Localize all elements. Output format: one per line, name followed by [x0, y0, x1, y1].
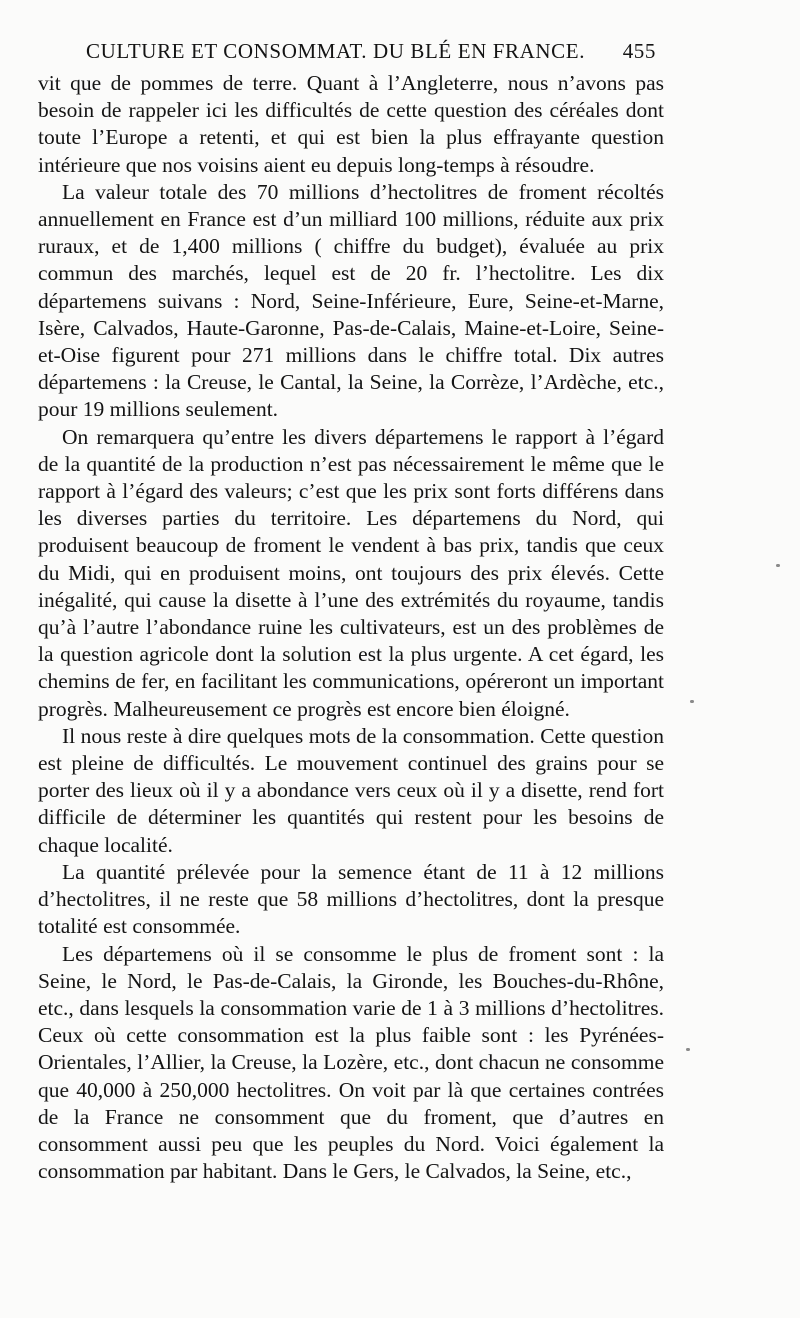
ink-speck — [690, 700, 694, 703]
running-head — [60, 36, 660, 66]
page-number: 455 — [622, 39, 656, 63]
paragraph-price-differences: On remarquera qu’entre les divers départemens le rapport à l’égard de la quantité de la production n’est pas nécessairement le même que le rapport à l’égard des valeurs; c’est que les prix sont forts différens dans les diverses parties du territoire. Les départemens du Nord, qui produisent beaucoup de froment le vendent à bas prix, tandis que ceux du Midi, qui en produisent moins, ont toujours des prix élevés. Cette inégalité, qui cause la disette à l’une des extrémités du royaume, tandis qu’à l’autre l’abondance ruine les cultivateurs, est un des problèmes de la question agricole dont la solution est la plus urgente. A cet égard, les chemins de fer, en facilitant les communications, opéreront un important progrès. Malheureusement ce progrès est encore bien éloigné. — [38, 424, 664, 721]
ink-speck — [776, 564, 780, 567]
paragraph-consumption-intro: Il nous reste à dire quelques mots de la consommation. Cette question est pleine de difficultés. Le mouvement continuel des grains pour se porter des lieux où il y a abondance vers ceux où il y a disette, rend fort difficile de déterminer les quantités qui restent pour les besoins de chaque localité. — [38, 723, 664, 857]
paragraph-wheat-value: La valeur totale des 70 millions d’hectolitres de froment récoltés annuellement en France est d’un milliard 100 millions, réduite aux prix ruraux, et de 1,400 millions ( chiffre du budget), évaluée au prix commun des marchés, lequel est de 20 fr. l’hectolitre. Les dix départemens suivans : Nord, Seine-Inférieure, Eure, Seine-et-Marne, Isère, Calvados, Haute-Garonne, Pas-de-Calais, Maine-et-Loire, Seine-et-Oise figurent pour 271 millions dans le chiffre total. Dix autres départemens : la Creuse, le Cantal, la Seine, la Corrèze, l’Ardèche, etc., pour 19 millions seulement. — [38, 179, 664, 422]
running-title: CULTURE ET CONSOMMAT. DU BLÉ EN FRANCE. — [86, 39, 586, 63]
paragraph-consumption-by-department: Les départemens où il se consomme le plus de froment sont : la Seine, le Nord, le Pas-de-Calais, la Gironde, les Bouches-du-Rhône, etc., dans lesquels la consommation varie de 1 à 3 millions d’hectolitres. Ceux où cette consommation est la plus faible sont : les Pyrénées-Orientales, l’Allier, la Creuse, la Lozère, etc., dont chacun ne consomme que 40,000 à 250,000 hectolitres. On voit par là que certaines contrées de la France ne consomment que du froment, que d’autres en consomment aussi peu que les peuples du Nord. Voici également la consommation par habitant. Dans le Gers, le Calvados, la Seine, etc., — [38, 941, 664, 1184]
ink-speck — [686, 1048, 690, 1051]
body-text — [38, 70, 664, 1185]
paragraph-seed-quantity: La quantité prélevée pour la semence étant de 11 à 12 millions d’hectolitres, il ne reste que 58 millions d’hectolitres, dont la presque totalité est consommée. — [38, 859, 664, 939]
paragraph-continuation: vit que de pommes de terre. Quant à l’Angleterre, nous n’avons pas besoin de rappeler ici les difficultés de cette question des céréales dont toute l’Europe a retenti, et qui est bien la plus effrayante question intérieure que nos voisins aient eu depuis long-temps à résoudre. — [38, 71, 664, 177]
